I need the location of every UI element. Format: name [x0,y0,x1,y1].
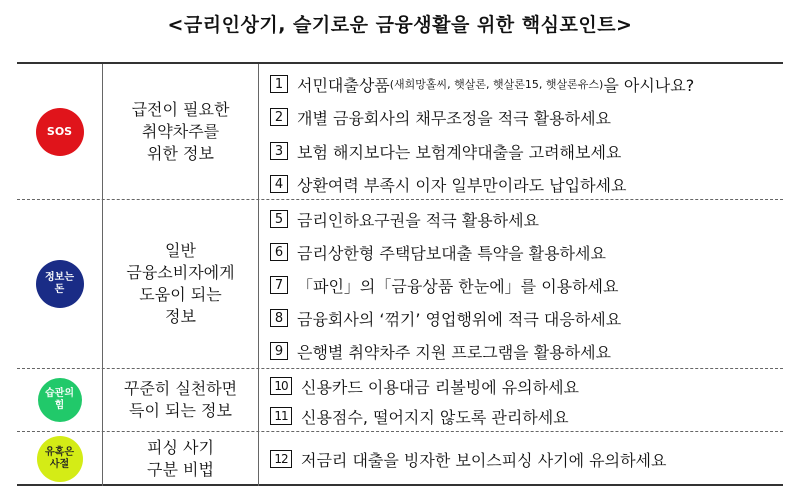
section-habit [17,369,783,432]
list-item [270,374,783,398]
category-label: 피싱 사기 구분 비법 [103,432,259,486]
item-number: 4 [270,175,288,193]
section-info [17,200,783,369]
list-item [270,404,783,428]
fraud-badge: 유혹은 사절 [37,436,83,482]
item-text: 개별 금융회사의 채무조정을 적극 활용하세요 [297,108,612,128]
info-badge: 정보는 돈 [36,260,84,308]
item-text: 금리상한형 주택담보대출 특약을 활용하세요 [297,243,606,263]
item-text: 금융회사의 ‘꺾기’ 영업행위에 적극 대응하세요 [297,309,622,329]
item-number: 3 [270,142,288,160]
section-fraud [17,432,783,486]
item-text: 서민대출상품 [297,75,390,95]
sos-badge: SOS [36,108,84,156]
item-number: 7 [270,276,288,294]
list-item [270,72,783,96]
item-number: 12 [270,450,292,468]
item-note: (새희망홀씨, 햇살론, 햇살론15, 햇살론유스) [389,78,604,91]
list-item [270,207,783,231]
item-number: 11 [270,407,292,425]
item-text: 신용카드 이용대금 리볼빙에 유의하세요 [301,377,580,397]
item-text: 은행별 취약차주 지원 프로그램을 활용하세요 [297,342,612,362]
item-text: 저금리 대출을 빙자한 보이스피싱 사기에 유의하세요 [301,450,667,470]
item-text: 금리인하요구권을 적극 활용하세요 [297,210,540,230]
list-item [270,172,783,196]
item-text: 신용점수, 떨어지지 않도록 관리하세요 [301,407,569,427]
category-label: 꾸준히 실천하면 득이 되는 정보 [103,369,259,431]
section-sos [17,64,783,200]
item-text: 보험 해지보다는 보험계약대출을 고려해보세요 [297,142,622,162]
category-label: 일반 금융소비자에게 도움이 되는 정보 [103,200,259,368]
list-item [270,105,783,129]
item-text-after: 을 아시나요? [603,75,695,95]
item-number: 10 [270,377,292,395]
item-text: 상환여력 부족시 이자 일부만이라도 납입하세요 [297,175,627,195]
list-item [270,139,783,163]
category-label: 급전이 필요한 취약차주를 위한 정보 [103,64,259,199]
list-item [270,273,783,297]
item-number: 2 [270,108,288,126]
habit-badge: 습관의 힘 [38,378,82,422]
item-number: 8 [270,309,288,327]
list-item [270,240,783,264]
list-item [270,447,783,471]
item-number: 1 [270,75,288,93]
list-item [270,306,783,330]
item-number: 5 [270,210,288,228]
page-title: <금리인상기, 슬기로운 금융생활을 위한 핵심포인트> [167,14,633,36]
item-number: 6 [270,243,288,261]
list-item [270,339,783,363]
key-points-table [17,62,783,486]
item-text: 「파인」의「금융상품 한눈에」를 이용하세요 [297,276,619,296]
item-number: 9 [270,342,288,360]
